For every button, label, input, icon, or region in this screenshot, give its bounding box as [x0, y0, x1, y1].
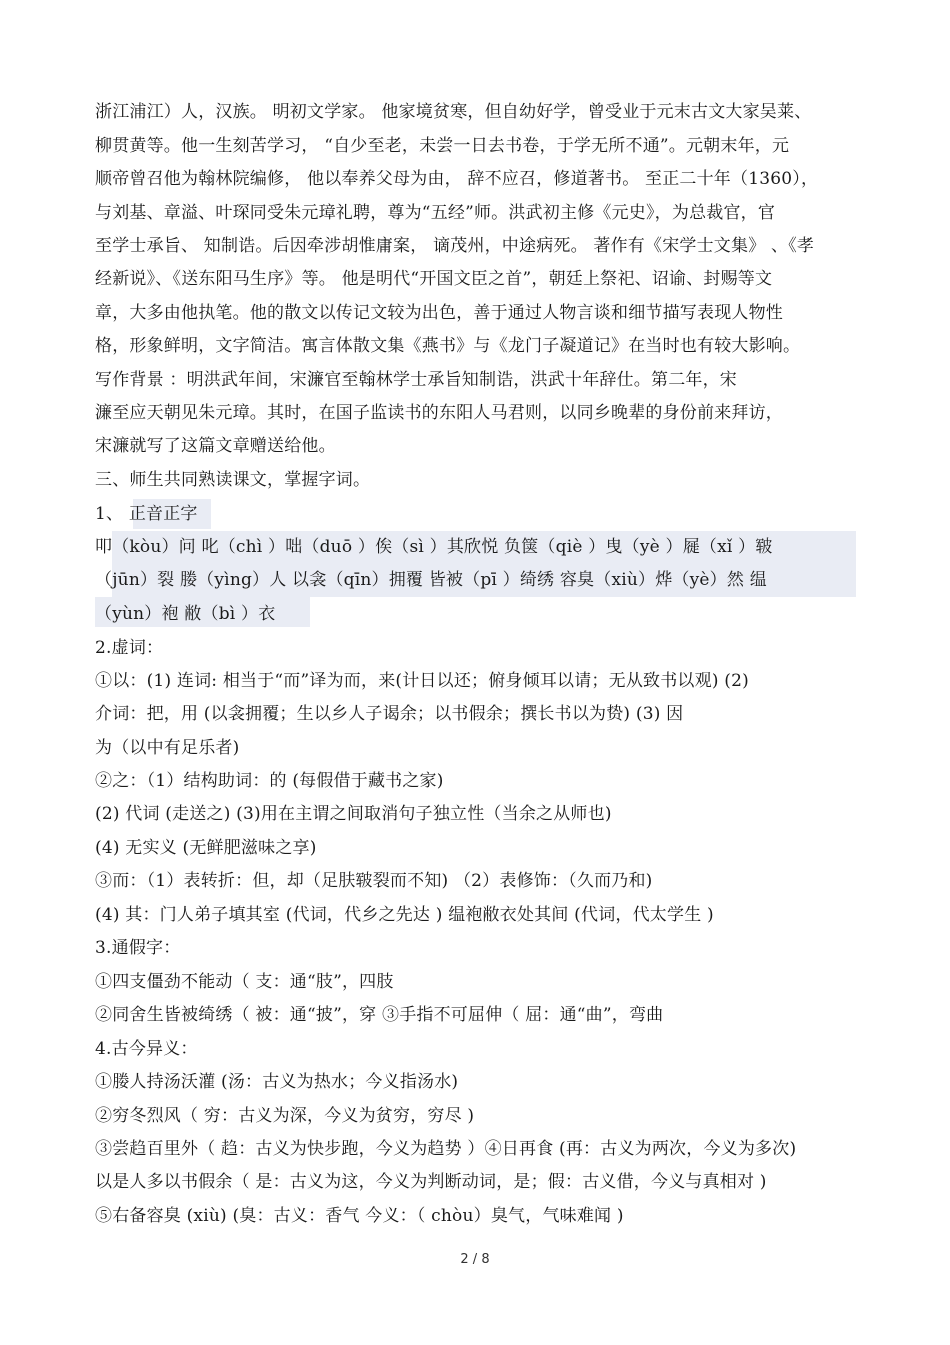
- background-line: 濂至应天朝见朱元璋。其时，在国子监读书的东阳人马君则，以同乡晚辈的身份前来拜访，: [95, 403, 783, 423]
- section-heading: 三、师生共同熟读课文，掌握字词。: [95, 470, 371, 490]
- intro-line: 与刘基、章溢、叶琛同受朱元璋礼聘，尊为“五经”师。洪武初主修《元史》，为总裁官，官: [95, 203, 776, 223]
- pronunciation-line: 叩（kòu）问 叱（chì ）咄（duō ）俟（sì ）其欣悦 负箧（qiè ）曳（yè ）屣（xǐ ）皲: [95, 537, 773, 557]
- loan-chars-heading: 3.通假字：: [95, 938, 181, 958]
- ancient-modern-line: ③尝趋百里外（ 趋：古义为快步跑，今义为趋势 ）④日再食 (再：古义为两次，今义为多次): [95, 1139, 797, 1159]
- pronunciation-line: （jūn）裂 媵（yìng）人 以衾（qīn）拥覆 皆被（pī ）绮绣 容臭（xiù）烨（yè）然 缊: [95, 570, 767, 590]
- intro-line: 至学士承旨、 知制诰。后因牵涉胡惟庸案， 谪茂州，中途病死。 著作有《宋学士文集》 、《孝: [95, 236, 815, 256]
- function-words-heading: 2.虚词：: [95, 638, 164, 658]
- ancient-modern-line: ②穷冬烈风（ 穷：古义为深，今义为贫穷，穷尽 ): [95, 1106, 475, 1126]
- loan-chars-line: ①四支僵劲不能动（ 支：通“肢”，四肢: [95, 972, 394, 992]
- intro-line: 章，大多由他执笔。他的散文以传记文较为出色，善于通过人物言谈和细节描写表现人物性: [95, 303, 783, 323]
- ancient-modern-heading: 4.古今异义：: [95, 1039, 198, 1059]
- pronunciation-line: （yùn）袍 敝（bì ）衣: [95, 604, 276, 624]
- pronunciation-heading: 1、 正音正字: [95, 504, 198, 524]
- intro-line: 格，形象鲜明，文字简洁。寓言体散文集《燕书》与《龙门子凝道记》在当时也有较大影响。: [95, 336, 801, 356]
- background-line: 写作背景 ：明洪武年间，宋濂官至翰林学士承旨知制诰，洪武十年辞仕。第二年，宋: [95, 370, 738, 390]
- intro-line: 柳贯黄等。他一生刻苦学习， “自少至老，未尝一日去书卷，于学无所不通”。元朝末年，元: [95, 136, 790, 156]
- page-number: 2 / 8: [460, 1252, 490, 1267]
- intro-line: 经新说》、《送东阳马生序》等。 他是明代“开国文臣之首”，朝廷上祭祀、诏谕、封赐等文: [95, 269, 773, 289]
- function-words-line: 为（以中有足乐者): [95, 738, 240, 758]
- function-words-line: ③而：（1）表转折：但，却（足肤皲裂而不知) （2）表修饰：（久而乃和): [95, 871, 653, 891]
- ancient-modern-line: 以是人多以书假余（ 是：古义为这，今义为判断动词，是；假：古义借，今义与真相对 ): [95, 1172, 767, 1192]
- function-words-line: ①以：(1) 连词: 相当于“而”译为而，来(计日以还；俯身倾耳以请；无从致书以观) (2): [95, 671, 749, 691]
- function-words-line: (2) 代词 (走送之) (3)用在主谓之间取消句子独立性（当余之从师也): [95, 804, 612, 824]
- loan-chars-line: ②同舍生皆被绮绣（ 被：通“披”，穿 ③手指不可屈伸（ 屈：通“曲”，弯曲: [95, 1005, 664, 1025]
- intro-line: 浙江浦江）人，汉族。 明初文学家。 他家境贫寒，但自幼好学，曾受业于元末古文大家吴莱、: [95, 102, 812, 122]
- ancient-modern-line: ⑤右备容臭 (xiù) (臭：古义：香气 今义：（ chòu）臭气，气味难闻 ): [95, 1206, 624, 1226]
- function-words-line: ②之：（1）结构助词：的 (每假借于藏书之家): [95, 771, 444, 791]
- function-words-line: (4) 其：门人弟子填其室 (代词，代乡之先达 ) 缊袍敝衣处其间 (代词，代太学生 ): [95, 905, 714, 925]
- function-words-line: 介词：把，用 (以衾拥覆；生以乡人子谒余；以书假余；撰长书以为贽) (3) 因: [95, 704, 684, 724]
- function-words-line: (4) 无实义 (无鲜肥滋味之享): [95, 838, 317, 858]
- background-line: 宋濂就写了这篇文章赠送给他。: [95, 436, 336, 456]
- intro-line: 顺帝曾召他为翰林院编修， 他以奉养父母为由， 辞不应召，修道著书。 至正二十年（1360），: [95, 169, 819, 189]
- ancient-modern-line: ①媵人持汤沃灌 (汤：古义为热水；今义指汤水): [95, 1072, 459, 1092]
